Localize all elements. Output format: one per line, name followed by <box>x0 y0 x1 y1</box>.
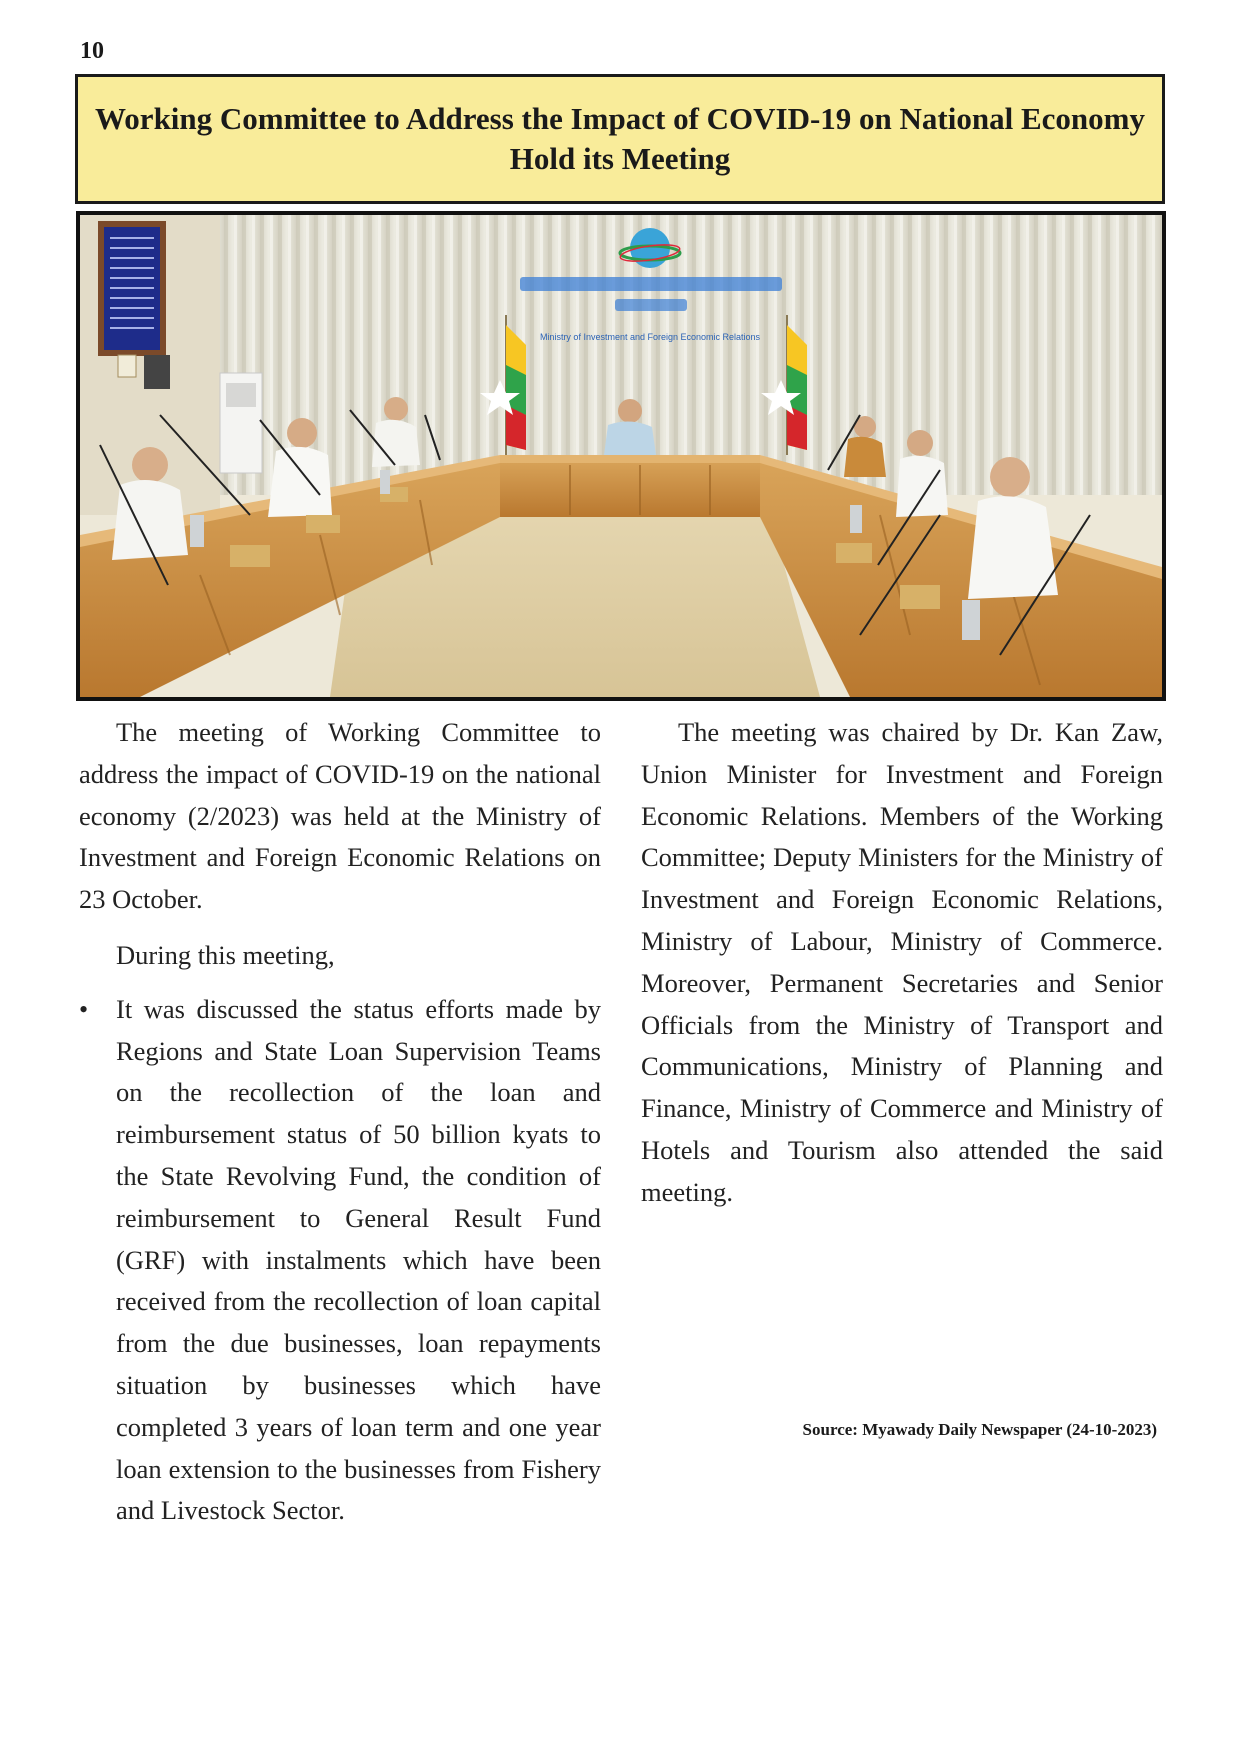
right-column <box>641 712 1163 1214</box>
bullet-text: It was discussed the status efforts made by Regions and State Loan Supervision Teams on the recollection of the loan and reimbursement status of 50 billion kyats to the State Revolving Fund, the condition of reimbursement to General Result Fund (GRF) with instalments which have been received from the recollection of loan capital from the due businesses, loan repayments situation by businesses which have completed 3 years of loan term and one year loan extension to the businesses from Fishery and Livestock Sector. <box>116 993 601 1526</box>
source-credit: Source: Myawady Daily Newspaper (24-10-2023) <box>802 1420 1157 1439</box>
title-box <box>75 74 1165 204</box>
banner-text: Ministry of Investment and Foreign Economic Relations <box>539 332 761 342</box>
page-title: Working Committee to Address the Impact of COVID-19 on National Economy Hold its Meeting <box>95 101 1145 176</box>
bullet-dot-icon: • <box>79 994 89 1024</box>
chair-paragraph: The meeting was chaired by Dr. Kan Zaw, Union Minister for Investment and Foreign Economic Relations. Members of the Working Committee; Deputy Ministers for the Ministry of Investment and Foreign Economic Relations, Ministry of Labour, Ministry of Commerce. Moreover, Permanent Secretaries and Senior Officials from the Ministry of Transport and Communications, Ministry of Planning and Finance, Ministry of Commerce and Ministry of Hotels and Tourism also attended the said meeting. <box>641 717 1163 1207</box>
during-paragraph: During this meeting, <box>116 939 335 970</box>
meeting-photo <box>76 211 1166 701</box>
bullet-item <box>79 989 601 1532</box>
meeting-photo-illustration <box>80 215 1162 697</box>
intro-paragraph: The meeting of Working Committee to address the impact of COVID-19 on the national economy (2/2023) was held at the Ministry of Investment and Foreign Economic Relations on 23 October. <box>79 717 601 915</box>
left-column <box>79 712 601 1532</box>
page-number: 10 <box>80 38 104 64</box>
